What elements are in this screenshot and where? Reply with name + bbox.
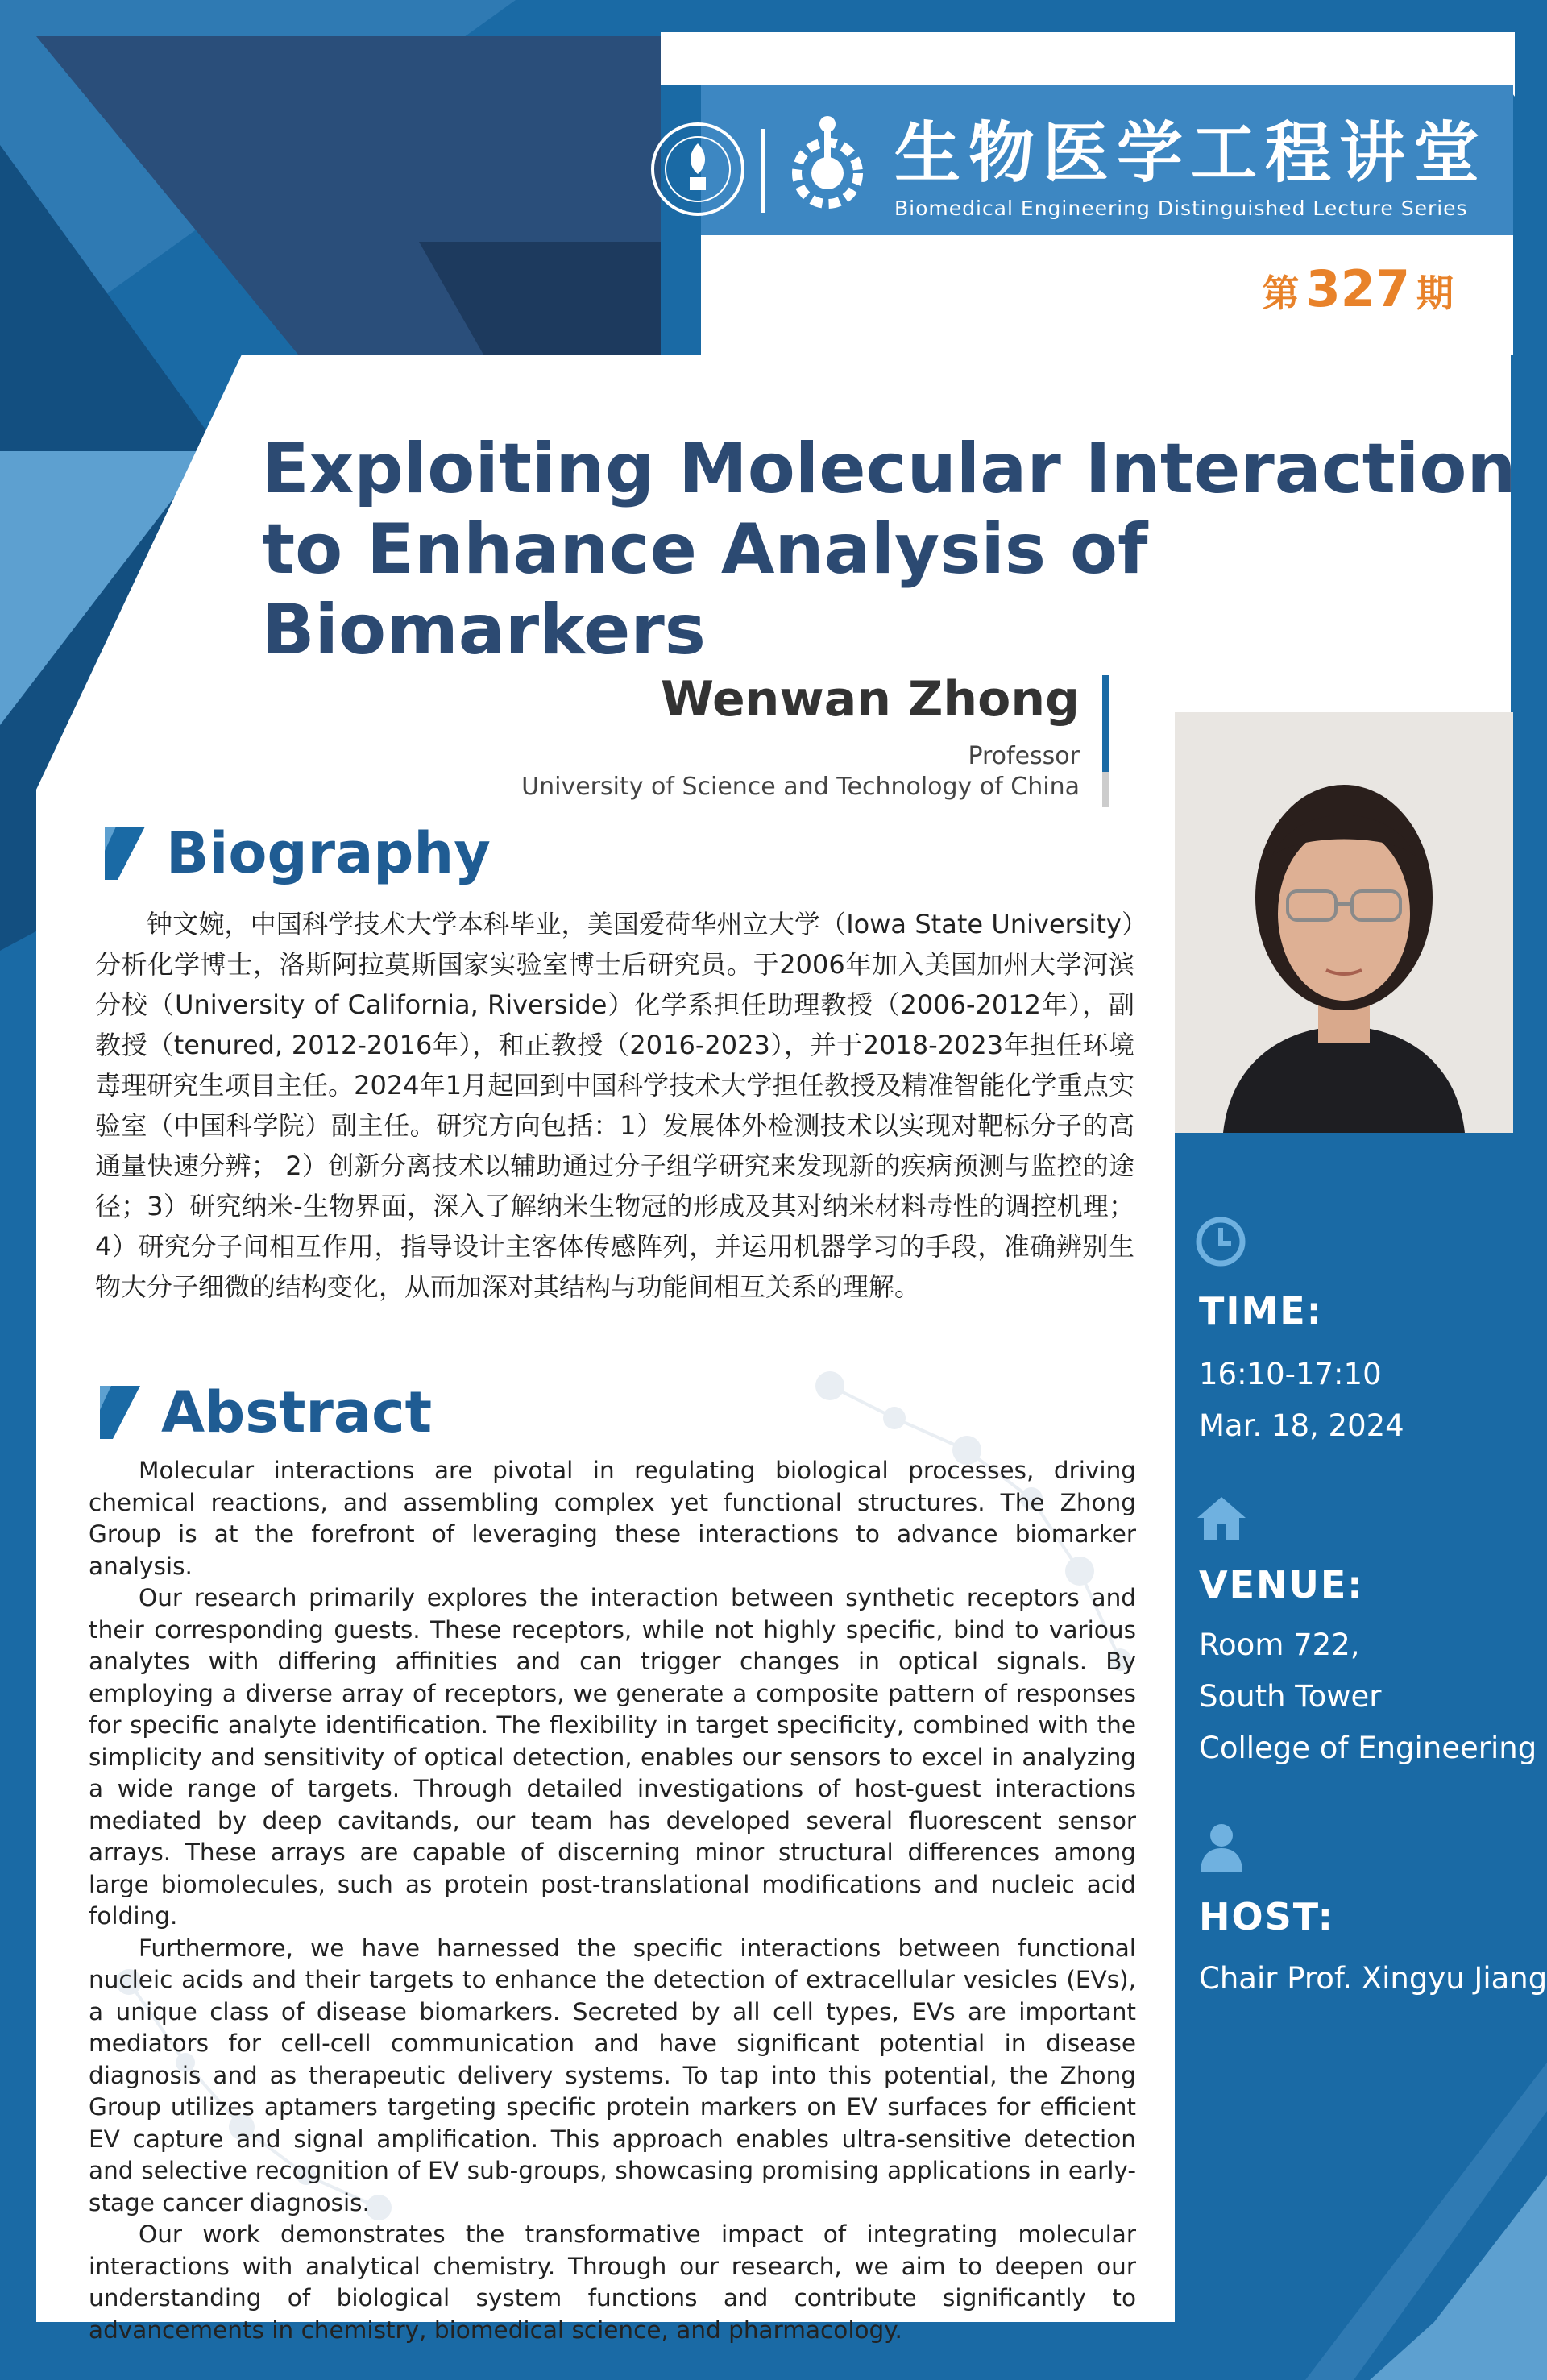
speaker-name: Wenwan Zhong [660,671,1080,728]
event-date: Mar. 18, 2024 [1199,1408,1404,1443]
time-range: 16:10-17:10 [1199,1357,1382,1391]
venue-label: VENUE: [1199,1563,1364,1607]
series-title-en: Biomedical Engineering Distinguished Lecture Series [894,197,1468,220]
venue-line: College of Engineering [1199,1731,1537,1765]
time-label: TIME: [1199,1289,1324,1333]
series-header [894,115,1488,220]
host-section [1199,1895,1547,2005]
title-line-2: to Enhance Analysis of Biomarkers [262,509,1148,670]
lecture-title [262,429,1519,670]
biography-text: 钟文婉，中国科学技术大学本科毕业，美国爱荷华州立大学（Iowa State University）分析化学博士，洛斯阿拉莫斯国家实验室博士后研究员。于2006年加入美国加州大学河滨分校（University of California, Riverside）化学系担任助理教授（2006-2012年），副教授（tenured, 2012-2016年），和正教授（2016-2023），并于2018-2023年担任环境毒理研究生项目主任。2024年1月起回到中国科学技术大学担任教授及精准智能化学重点实验室（中国科学院）副主任。研究方向包括：1）发展体外检测技术以实现对靶标分子的高通量快速分辨； 2）创新分离技术以辅助通过分子组学研究来发现新的疾病预测与监控的途径；3）研究纳米-生物界面，深入了解纳米生物冠的形成及其对纳米材料毒性的调控机理；4）研究分子间相互作用，指导设计主客体传感阵列，并运用机器学习的手段，准确辨别生物大分子细微的结构变化，从而加深对其结构与功能间相互关系的理解。 [95,909,1134,1302]
biography-heading [105,820,491,886]
abstract-heading [100,1379,433,1445]
section-marker-icon [100,1386,140,1439]
title-line-1: Exploiting Molecular Interaction [262,429,1516,509]
speaker-block [521,671,1080,802]
home-icon [1196,1495,1247,1542]
speaker-accent-bar-grey [1102,772,1109,807]
university-seal-logo [649,121,746,218]
venue-line: Room 722, [1199,1627,1360,1662]
venue-section [1199,1563,1537,1774]
speaker-photo [1175,712,1513,1133]
abstract-paragraph: Molecular interactions are pivotal in regulating biological processes, driving chemical reactions, and assembling complex yet functional structures. The Zhong Group is at the forefront of leveraging these interactions to advance biomarker analysis. [89,1457,1136,1580]
speaker-accent-bar [1102,675,1109,772]
series-title-cn: 生物医学工程讲堂 [894,115,1488,192]
host-name: Chair Prof. Xingyu Jiang [1199,1961,1547,1996]
logo-divider [761,129,765,213]
abstract-paragraph: Our research primarily explores the interaction between synthetic receptors and their corresponding guests. These receptors, while not highly specific, bind to various analytes with differing affinities and can trigger changes in optical signals. By employing a diverse array of receptors, we generate a composite pattern of responses for specific analyte identification. The flexibility in target specificity, combined with the simplicity and sensitivity of optical detection, enables our sensors to excel in analyzing a wide range of targets. Through detailed investigations of host-guest interactions mediated by deep cavitands, our team has developed several fluorescent sensor arrays. These arrays are capable of discerning minor structural differences among large biomolecules, such as protein post-translational modifications and nucleic acid folding. [89,1584,1136,1930]
issue-suffix: 期 [1416,272,1454,315]
clock-icon [1194,1215,1247,1268]
speaker-affiliation: University of Science and Technology of China [521,773,1080,801]
abstract-title: Abstract [161,1379,433,1445]
abstract-paragraph: Our work demonstrates the transformative impact of integrating molecular interactions with analytical chemistry. Through our research, we aim to deepen our understanding of biological system functions and contribute significantly to advancements in chemistry, biomedical science, and pharmacology. [89,2220,1136,2344]
bme-gear-logo [783,113,872,218]
venue-line: South Tower [1199,1679,1382,1714]
issue-prefix: 第 [1262,272,1300,315]
host-label: HOST: [1199,1895,1334,1938]
time-section [1199,1289,1404,1452]
biography-title: Biography [166,820,491,886]
person-icon [1199,1822,1244,1872]
speaker-position: Professor [968,742,1080,770]
abstract-paragraph: Furthermore, we have harnessed the specific interactions between functional nucleic acids and their targets to enhance the detection of extracellular vesicles (EVs), a unique class of disease biomarkers. Secreted by all cell types, EVs are important mediators for cell-cell communication and have significant potential in disease diagnosis and as therapeutic delivery systems. To tap into this potential, the Zhong Group utilizes aptamers targeting specific protein markers on EV surfaces for efficient EV capture and signal amplification. This approach enables ultra-sensitive detection and selective recognition of EV sub-groups, showcasing promising applications in early-stage cancer diagnosis. [89,1934,1136,2216]
abstract-text [89,1455,1136,2346]
issue-number [1263,259,1454,318]
section-marker-icon [105,827,145,880]
issue-value: 327 [1305,259,1410,318]
